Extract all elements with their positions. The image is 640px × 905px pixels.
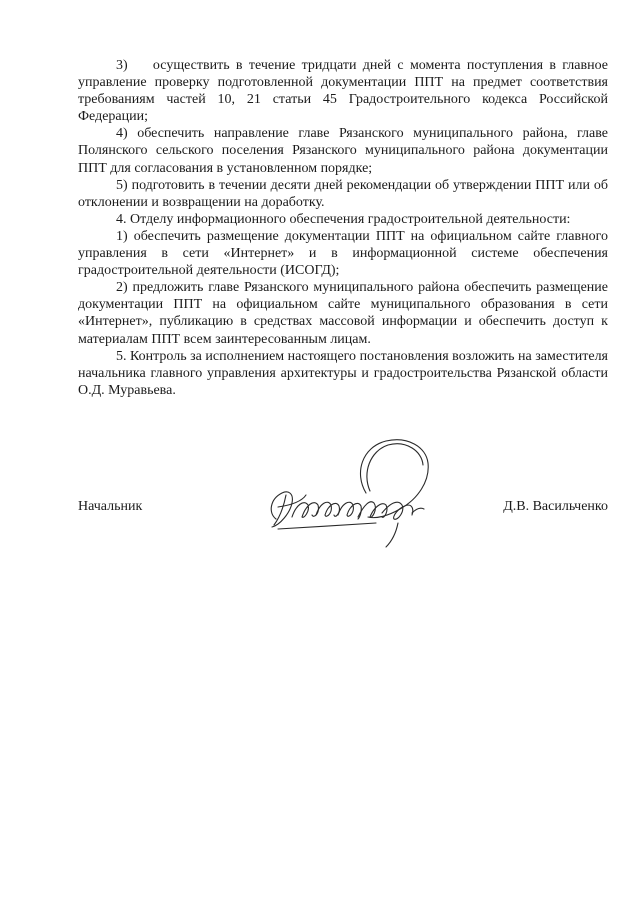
paragraph-item-5: 5) подготовить в течении десяти дней рекомендации об утверждении ППТ или об отклонении и возвращении на доработку. (78, 177, 608, 210)
paragraph-section-4-item-1: 1) обеспечить размещение документации ППТ на официальном сайте главного управления в сети «Интернет» и в информационной системе обеспечения градостроительной деятельности (ИСОГД); (78, 228, 608, 279)
signatory-position: Начальник (78, 499, 143, 514)
paragraph-item-3: 3) осуществить в течение тридцати дней с момента поступления в главное управление проверку подготовленной документации ППТ на предмет соответствия требованиям частей 10, 21 статьи 45 Градостроительного кодекса Российской Федерации; (78, 58, 608, 125)
paragraph-section-4-item-2: 2) предложить главе Рязанского муниципального района обеспечить размещение документации ППТ на официальном сайте муниципального образования в сети «Интернет», публикацию в средствах массовой информации и обеспечить доступ к материалам ППТ всем заинтересованным лицам. (78, 280, 608, 347)
section-5-control: 5. Контроль за исполнением настоящего постановления возложить на заместителя начальника главного управления архитектуры и градостроительства Рязанской области О.Д. Муравьева. (78, 348, 608, 398)
document-body (78, 57, 608, 399)
signatory-name: Д.В. Васильченко (503, 499, 608, 514)
handwritten-signature (258, 433, 433, 553)
signature-block (78, 496, 608, 518)
paragraph-item-4: 4) обеспечить направление главе Рязанского муниципального района, главе Полянского сельского поселения Рязанского муниципального района документации ППТ для согласования в установленном порядке; (78, 126, 608, 176)
section-4-heading: 4. Отделу информационного обеспечения градостроительной деятельности: (116, 211, 571, 227)
